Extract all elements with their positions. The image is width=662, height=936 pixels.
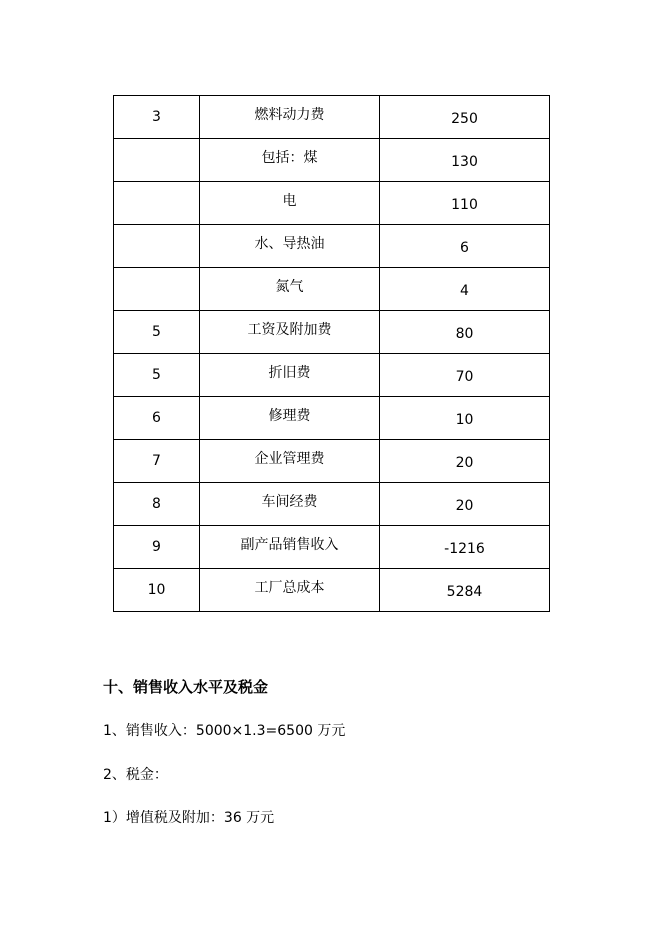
table-row	[114, 483, 550, 526]
cost-item: 工厂总成本	[200, 569, 380, 612]
table-row	[114, 96, 550, 139]
cost-value: 70	[380, 354, 550, 397]
table-row	[114, 311, 550, 354]
row-number: 3	[114, 96, 200, 139]
cost-item: 电	[200, 182, 380, 225]
table-row	[114, 354, 550, 397]
cost-value: -1216	[380, 526, 550, 569]
row-number	[114, 225, 200, 268]
cost-value: 80	[380, 311, 550, 354]
table-row	[114, 397, 550, 440]
cost-item: 副产品销售收入	[200, 526, 380, 569]
cost-value: 4	[380, 268, 550, 311]
cost-value: 5284	[380, 569, 550, 612]
row-number: 9	[114, 526, 200, 569]
cost-value: 20	[380, 483, 550, 526]
vat-paragraph: 1）增值税及附加：36 万元	[103, 810, 275, 826]
row-number	[114, 182, 200, 225]
cost-item: 氮气	[200, 268, 380, 311]
cost-item: 折旧费	[200, 354, 380, 397]
row-number: 6	[114, 397, 200, 440]
cost-value: 6	[380, 225, 550, 268]
cost-value: 250	[380, 96, 550, 139]
row-number	[114, 139, 200, 182]
cost-table-body	[114, 96, 550, 612]
row-number: 8	[114, 483, 200, 526]
cost-item: 企业管理费	[200, 440, 380, 483]
cost-value: 110	[380, 182, 550, 225]
cost-item: 水、导热油	[200, 225, 380, 268]
row-number: 5	[114, 354, 200, 397]
table-row	[114, 569, 550, 612]
row-number: 10	[114, 569, 200, 612]
cost-table	[113, 95, 550, 612]
cost-value: 10	[380, 397, 550, 440]
table-row	[114, 139, 550, 182]
sales-revenue-paragraph: 1、销售收入：5000×1.3=6500 万元	[103, 723, 346, 739]
table-row	[114, 225, 550, 268]
row-number: 7	[114, 440, 200, 483]
cost-value: 20	[380, 440, 550, 483]
cost-item: 车间经费	[200, 483, 380, 526]
table-row	[114, 268, 550, 311]
section-heading: 十、销售收入水平及税金	[103, 678, 269, 696]
cost-value: 130	[380, 139, 550, 182]
cost-item: 修理费	[200, 397, 380, 440]
row-number	[114, 268, 200, 311]
cost-item: 工资及附加费	[200, 311, 380, 354]
cost-item: 燃料动力费	[200, 96, 380, 139]
row-number: 5	[114, 311, 200, 354]
tax-paragraph: 2、税金：	[103, 767, 168, 783]
cost-item: 包括：煤	[200, 139, 380, 182]
table-row	[114, 526, 550, 569]
table-row	[114, 182, 550, 225]
table-row	[114, 440, 550, 483]
